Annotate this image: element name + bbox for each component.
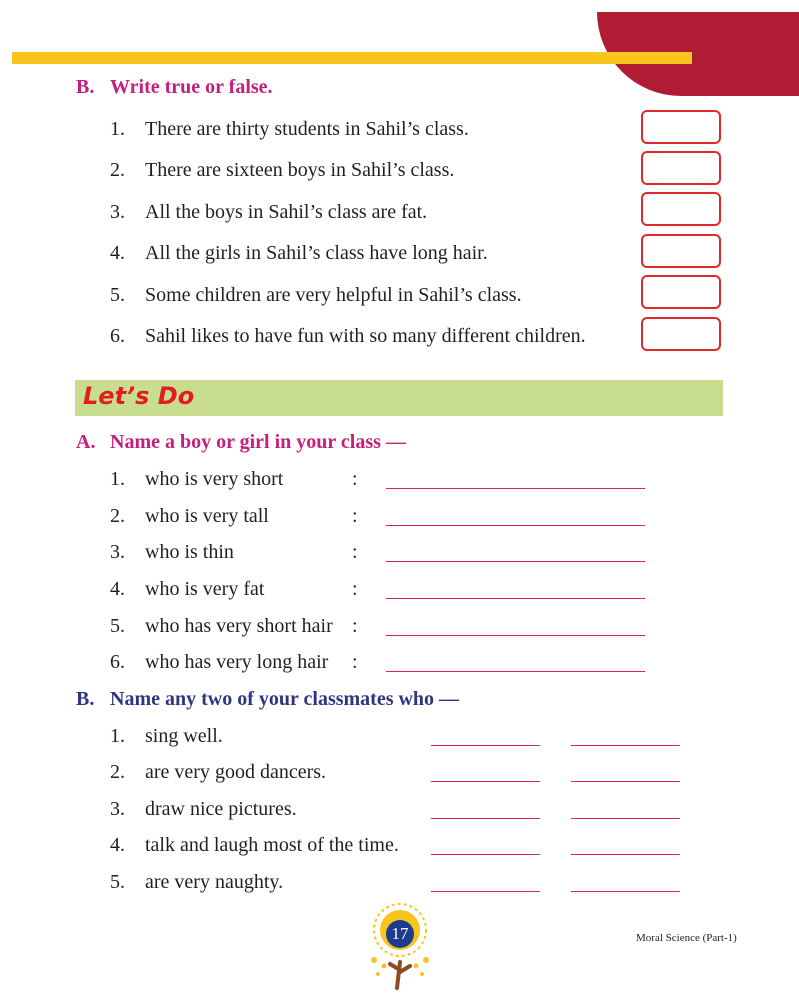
item-text: draw nice pictures. bbox=[145, 798, 297, 820]
answer-line[interactable] bbox=[431, 745, 540, 746]
item-text: Sahil likes to have fun with so many different children. bbox=[145, 325, 586, 347]
section-letter: A. bbox=[76, 431, 96, 453]
list-item bbox=[110, 651, 328, 674]
section-title: Name any two of your classmates who — bbox=[110, 688, 460, 710]
colon: : bbox=[352, 505, 358, 527]
answer-line[interactable] bbox=[571, 891, 680, 892]
item-number: 2. bbox=[110, 159, 125, 181]
answer-line[interactable] bbox=[431, 781, 540, 782]
item-text: who is very tall bbox=[145, 505, 269, 527]
answer-box-3[interactable] bbox=[641, 192, 721, 226]
section-letter: B. bbox=[76, 688, 95, 710]
item-text: are very good dancers. bbox=[145, 761, 327, 783]
item-number: 1. bbox=[110, 468, 125, 490]
item-text: There are thirty students in Sahil’s class. bbox=[145, 118, 469, 140]
item-number: 5. bbox=[110, 284, 125, 306]
answer-line[interactable] bbox=[386, 525, 645, 526]
list-item bbox=[110, 615, 333, 638]
answer-box-5[interactable] bbox=[641, 275, 721, 309]
top-yellow-bar bbox=[12, 52, 692, 64]
answer-line[interactable] bbox=[431, 854, 540, 855]
list-item bbox=[110, 201, 427, 224]
item-text: All the boys in Sahil’s class are fat. bbox=[145, 201, 428, 223]
item-number: 3. bbox=[110, 541, 125, 563]
list-item bbox=[110, 505, 269, 528]
item-number: 6. bbox=[110, 325, 125, 347]
list-item bbox=[110, 118, 469, 141]
item-number: 4. bbox=[110, 834, 125, 856]
list-item bbox=[110, 761, 326, 784]
section-b2-heading bbox=[76, 688, 459, 711]
item-text: who has very short hair bbox=[145, 615, 333, 637]
item-text: All the girls in Sahil’s class have long hair. bbox=[145, 242, 488, 264]
item-text: sing well. bbox=[145, 725, 223, 747]
list-item bbox=[110, 725, 223, 748]
item-number: 5. bbox=[110, 871, 125, 893]
answer-box-1[interactable] bbox=[641, 110, 721, 144]
answer-line[interactable] bbox=[386, 561, 645, 562]
page-number: 17 bbox=[386, 920, 414, 948]
list-item bbox=[110, 541, 234, 564]
answer-box-2[interactable] bbox=[641, 151, 721, 185]
answer-line[interactable] bbox=[386, 671, 645, 672]
list-item bbox=[110, 578, 264, 601]
answer-box-6[interactable] bbox=[641, 317, 721, 351]
answer-line[interactable] bbox=[571, 854, 680, 855]
colon: : bbox=[352, 578, 358, 600]
book-title: Moral Science (Part-1) bbox=[636, 932, 737, 944]
list-item bbox=[110, 159, 454, 182]
list-item bbox=[110, 284, 522, 307]
list-item bbox=[110, 242, 488, 265]
item-text: who has very long hair bbox=[145, 651, 329, 673]
answer-line[interactable] bbox=[571, 781, 680, 782]
answer-line[interactable] bbox=[386, 488, 645, 489]
section-a-heading bbox=[76, 431, 406, 454]
lets-do-banner bbox=[75, 380, 723, 416]
item-number: 6. bbox=[110, 651, 125, 673]
item-number: 2. bbox=[110, 505, 125, 527]
item-number: 5. bbox=[110, 615, 125, 637]
item-number: 4. bbox=[110, 242, 125, 264]
item-text: There are sixteen boys in Sahil’s class. bbox=[145, 159, 455, 181]
answer-line[interactable] bbox=[571, 818, 680, 819]
colon: : bbox=[352, 615, 358, 637]
item-text: Some children are very helpful in Sahil’s class. bbox=[145, 284, 522, 306]
answer-line[interactable] bbox=[571, 745, 680, 746]
item-number: 4. bbox=[110, 578, 125, 600]
answer-line[interactable] bbox=[431, 818, 540, 819]
list-item bbox=[110, 871, 283, 894]
item-number: 1. bbox=[110, 725, 125, 747]
section-title: Name a boy or girl in your class — bbox=[110, 431, 406, 453]
section-letter: B. bbox=[76, 76, 95, 98]
answer-line[interactable] bbox=[386, 635, 645, 636]
answer-line[interactable] bbox=[431, 891, 540, 892]
list-item bbox=[110, 468, 283, 491]
item-number: 2. bbox=[110, 761, 125, 783]
list-item bbox=[110, 325, 586, 348]
colon: : bbox=[352, 541, 358, 563]
item-text: are very naughty. bbox=[145, 871, 284, 893]
list-item bbox=[110, 834, 399, 857]
item-number: 3. bbox=[110, 201, 125, 223]
item-text: who is very short bbox=[145, 468, 284, 490]
item-text: talk and laugh most of the time. bbox=[145, 834, 399, 856]
item-number: 1. bbox=[110, 118, 125, 140]
lets-do-title: Let’s Do bbox=[83, 382, 195, 410]
section-b-heading bbox=[76, 76, 273, 99]
section-title: Write true or false. bbox=[110, 76, 273, 98]
answer-line[interactable] bbox=[386, 598, 645, 599]
item-text: who is thin bbox=[145, 541, 234, 563]
colon: : bbox=[352, 651, 358, 673]
colon: : bbox=[352, 468, 358, 490]
item-text: who is very fat bbox=[145, 578, 265, 600]
answer-box-4[interactable] bbox=[641, 234, 721, 268]
item-number: 3. bbox=[110, 798, 125, 820]
list-item bbox=[110, 798, 297, 821]
